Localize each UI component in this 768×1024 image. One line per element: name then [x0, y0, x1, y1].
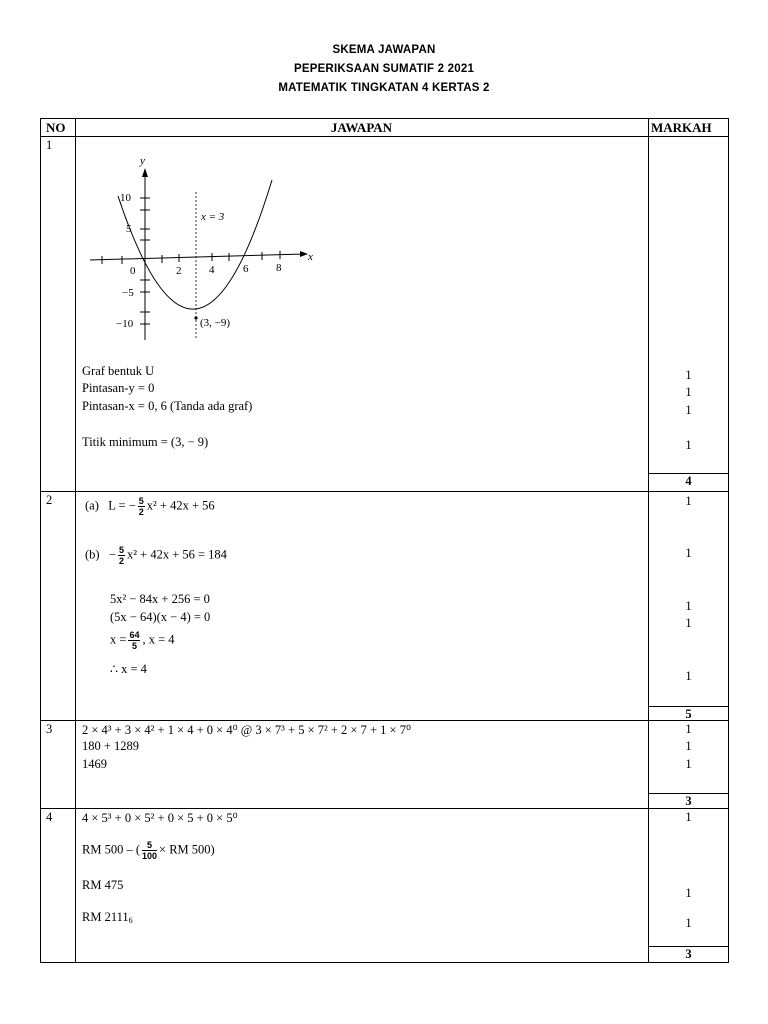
q4-line-2-suffix: × RM 500) [159, 842, 215, 857]
q2-step-2: (5x − 64)(x − 4) = 0 [110, 610, 211, 624]
q4-mark-3: 1 [685, 916, 692, 930]
header-line-2: PEPERIKSAAN SUMATIF 2 2021 [293, 63, 475, 75]
q1-parabola-graph [82, 150, 322, 350]
q2-step-3-prefix: x = [110, 632, 127, 647]
x-axis-arrow-icon [300, 251, 308, 257]
q4-line-2-prefix: RM 500 – ( [82, 842, 140, 857]
minimum-point-marker [194, 316, 197, 319]
q4-line-4-main: RM 2111 [82, 910, 129, 924]
q3-mark-3: 1 [685, 757, 692, 771]
col-no-header: NO [46, 120, 66, 135]
x-tick-8: 8 [276, 262, 282, 274]
minimum-point-label: (3, −9) [200, 317, 231, 329]
y-tick-neg5: −5 [122, 287, 134, 299]
q1-mark-4: 1 [685, 438, 692, 452]
q1-line-3: Pintasan-x = 0, 6 (Tanda ada graf) [82, 399, 253, 413]
q1-mark-1: 1 [685, 368, 692, 382]
y-axis-arrow-icon [142, 168, 148, 177]
q2-step-3-suffix: , x = 4 [142, 632, 175, 647]
q2-mark-5: 1 [685, 669, 692, 683]
x-tick-4: 4 [209, 264, 215, 276]
q4-line-2 [82, 840, 215, 861]
q2-b-label: (b) [85, 547, 100, 562]
q2-b-suffix: x² + 42x + 56 = 184 [127, 547, 227, 562]
y-tick-5: 5 [126, 223, 132, 235]
q2-a-fraction: $\frac{5}{2}$ [138, 496, 144, 517]
x-tick-2: 2 [176, 265, 182, 277]
col-markah-header: MARKAH [651, 120, 712, 135]
q4-mark-2: 1 [685, 886, 692, 900]
y-axis-label: y [140, 155, 145, 167]
header-line-1: SKEMA JAWAPAN [332, 44, 436, 56]
q2-a-suffix: x² + 42x + 56 [146, 498, 215, 513]
y-tick-neg10: −10 [116, 318, 134, 330]
q2-number: 2 [46, 493, 53, 507]
q1-line-2: Pintasan-y = 0 [82, 381, 155, 395]
q4-line-2-fraction: $\frac{5}{100}$ [142, 840, 158, 861]
q2-mark-3: 1 [685, 599, 692, 613]
q2-step-3 [110, 630, 175, 651]
q2-mark-2: 1 [685, 546, 692, 560]
q1-number: 1 [46, 138, 53, 152]
q2-a-prefix: L = − [108, 498, 136, 513]
q2-b-fraction: $\frac{5}{2}$ [119, 545, 125, 566]
q3-total: 3 [685, 794, 692, 808]
q2-part-b [85, 545, 227, 566]
q2-mark-1: 1 [685, 494, 692, 508]
header-line-3: MATEMATIK TINGKATAN 4 KERTAS 2 [278, 82, 490, 94]
q3-line-2: 180 + 1289 [82, 739, 140, 753]
col-jawapan-header: JAWAPAN [330, 120, 393, 135]
q4-line-4 [82, 910, 133, 925]
q4-line-4-base: 6 [128, 916, 133, 925]
line-x-equals-3-label: x = 3 [201, 211, 225, 223]
q2-total: 5 [685, 707, 692, 721]
q3-line-3: 1469 [82, 757, 107, 771]
x-tick-6: 6 [243, 263, 249, 275]
q2-b-prefix: − [108, 547, 117, 562]
q4-line-3: RM 475 [82, 878, 124, 892]
y-tick-0: 0 [130, 265, 136, 277]
q1-line-1: Graf bentuk U [82, 364, 155, 378]
q2-part-a [85, 496, 215, 517]
q3-number: 3 [46, 722, 53, 736]
q3-mark-2: 1 [685, 739, 692, 753]
parabola-curve [118, 180, 272, 309]
q4-line-1: 4 × 5³ + 0 × 5² + 0 × 5 + 0 × 5⁰ [82, 811, 238, 825]
q2-a-label: (a) [85, 498, 99, 513]
q2-mark-4: 1 [685, 616, 692, 630]
q4-total: 3 [685, 947, 692, 961]
q2-step-1: 5x² − 84x + 256 = 0 [110, 592, 210, 606]
q1-line-4: Titik minimum = (3, − 9) [82, 435, 209, 449]
q3-line-1: 2 × 4³ + 3 × 4² + 1 × 4 + 0 × 4⁰ @ 3 × 7³ + 5 × 7² + 2 × 7 + 1 × 7⁰ [82, 723, 411, 737]
q2-step-3-fraction: $\frac{64}{5}$ [129, 630, 140, 651]
y-tick-10: 10 [120, 192, 131, 204]
q1-mark-3: 1 [685, 403, 692, 417]
q1-mark-2: 1 [685, 385, 692, 399]
q4-mark-1: 1 [685, 810, 692, 824]
x-axis-label: x [308, 251, 313, 263]
q4-number: 4 [46, 810, 53, 824]
q1-total: 4 [685, 474, 692, 488]
q3-mark-1: 1 [685, 722, 692, 736]
q2-step-4: ∴ x = 4 [110, 662, 147, 676]
